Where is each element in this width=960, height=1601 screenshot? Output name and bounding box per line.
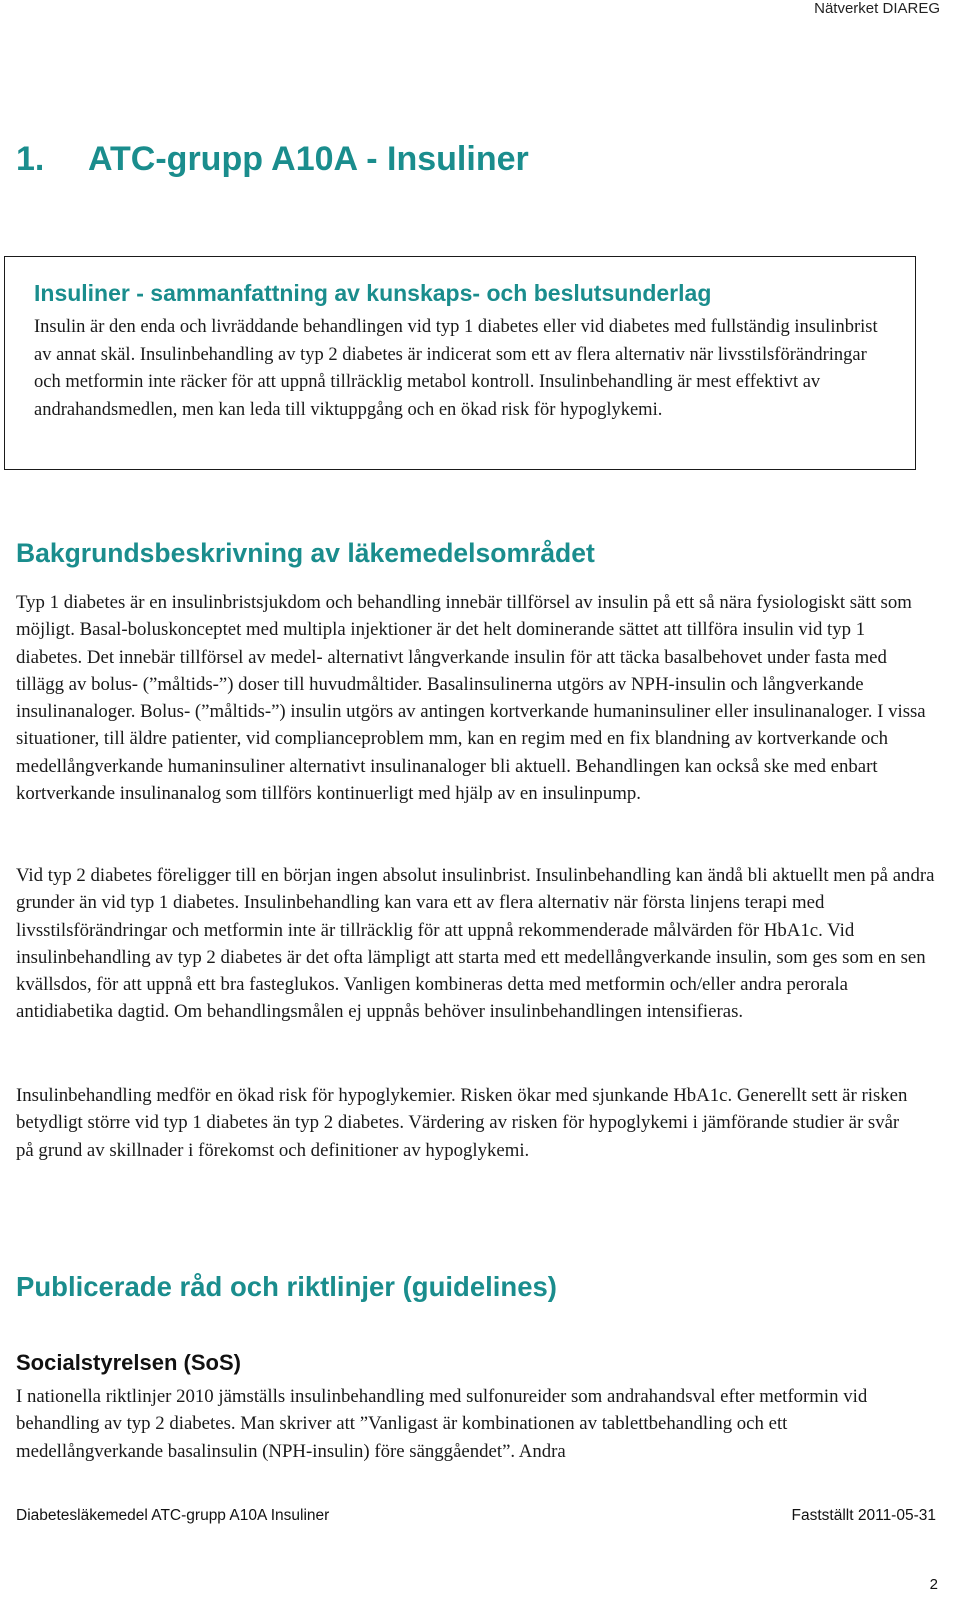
sos-text: I nationella riktlinjer 2010 jämställs insulinbehandling med sulfonureider som andrahandsval efter metformin vid behandling av typ 2 diabetes. Man skriver att ”Vanligast är kombinationen av tablettbehandling och ett medellångverkande basalinsulin (NPH-insulin) före sänggåendet”. Andra: [16, 1386, 868, 1462]
summary-text: Insulin är den enda och livräddande behandlingen vid typ 1 diabetes eller vid diabetes med fullständig insulinbrist av annat skäl. Insulinbehandling av typ 2 diabetes är indicerat som ett av flera alternativ när livsstilsförändringar och metformin inte räcker för att uppnå tillräcklig metabol kontroll. Insulinbehandling är mest effektivt av andrahandsmedlen, men kan leda till viktuppgång och en ökad risk för hypoglykemi.: [34, 317, 878, 420]
background-paragraph-3: Insulinbehandling medför en ökad risk för hypoglykemier. Risken ökar med sjunkande HbA1c. Generellt sett är risken betydligt större vid typ 1 diabetes än typ 2 diabetes. Värdering av risken för hypoglykemi i jämförande studier är svår på grund av skillnader i förekomst och definitioner av hypoglykemi.: [16, 1085, 908, 1161]
background-paragraph-2: Vid typ 2 diabetes föreligger till en början ingen absolut insulinbrist. Insulinbehandling kan ändå bli aktuellt men på andra grunder än vid typ 1 diabetes. Insulinbehandling kan vara ett av flera alternativ när första linjens terapi med livsstilsförändringar och metformin inte är tillräcklig för att uppnå rekommenderade målvärden för HbA1c. Vid insulinbehandling av typ 2 diabetes är det ofta lämpligt att starta med ett medellångverkande insulin, som ges som en sen kvällsdos, för att uppnå ett bra fasteglukos. Vanligen kombineras detta med metformin och/eller andra perorala antidiabetika dagtid. Om behandlingsmålen ej uppnås behöver insulinbehandlingen intensifieras.: [16, 865, 935, 1023]
background-paragraph-1: Typ 1 diabetes är en insulinbristsjukdom och behandling innebär tillförsel av insulin på ett så nära fysiologiskt sätt som möjligt. Basal-boluskonceptet med multipla injektioner är det helt dominerande sättet att tillföra insulin vid typ 1 diabetes. Det innebär tillförsel av medel- alternativt långverkande insulin för att täcka basalbehovet under fasta med tillägg av bolus- (”måltids-”) doser till huvudmåltider. Basalinsulinerna utgörs av NPH-insulin och långverkande insulinanaloger. Bolus- (”måltids-”) insulin utgörs av antingen kortverkande humaninsuliner eller insulinanaloger. I vissa situationer, till äldre patienter, vid complianceproblem mm, kan en regim med en fix blandning av kortverkande och medellångverkande humaninsuliner alternativt insulinanaloger bli aktuell. Behandlingen kan också ske med enbart kortverkande insulinanalog som tillförs kontinuerligt med hjälp av en insulinpump.: [16, 592, 926, 805]
header-network: Nätverket DIAREG: [814, 0, 940, 17]
page-number: 2: [929, 1576, 938, 1593]
background-heading: Bakgrundsbeskrivning av läkemedelsområdet: [16, 538, 595, 568]
guidelines-heading: Publicerade råd och riktlinjer (guidelines): [16, 1271, 557, 1302]
chapter-title-text: ATC-grupp A10A - Insuliner: [88, 140, 529, 178]
chapter-number: 1.: [16, 140, 45, 178]
summary-heading: Insuliner - sammanfattning av kunskaps- och beslutsunderlag: [34, 280, 712, 306]
footer-document-title: Diabetesläkemedel ATC-grupp A10A Insuliner: [16, 1507, 330, 1524]
footer-established-date: Fastställt 2011-05-31: [791, 1507, 936, 1524]
chapter-title: [16, 140, 529, 179]
sos-heading: Socialstyrelsen (SoS): [16, 1350, 241, 1375]
